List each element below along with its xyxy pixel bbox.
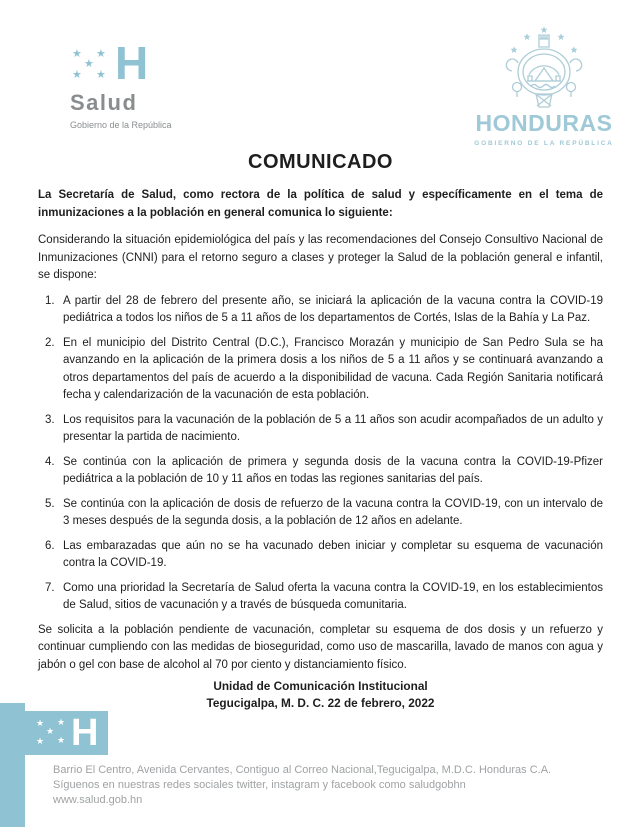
list-item-text: Se continúa con la aplicación de dosis de refuerzo de la vacuna contra la COVID-19, con un intervalo de 3 meses después de la segunda dosis, a la población de 12 años en adelante.	[63, 497, 603, 527]
honduras-wordmark: HONDURAS	[475, 110, 613, 136]
star-icon: ★	[36, 736, 45, 746]
signature-date: Tegucigalpa, M. D. C. 22 de febrero, 2022	[206, 696, 435, 710]
list-item-number: 4.	[45, 455, 55, 468]
salud-tagline: Gobierno de la República	[70, 120, 172, 130]
star-icon: ★	[57, 717, 66, 727]
star-icon: ★	[57, 735, 66, 745]
list-item-number: 1.	[45, 294, 55, 307]
salud-h-letter: H	[115, 37, 149, 89]
list-item	[38, 293, 603, 328]
honduras-stars-icon	[70, 49, 110, 83]
considering-paragraph: Considerando la situación epidemiológica del país y las recomendaciones del Consejo Consultivo Nacional de Inmunizaciones (CNNI) para el retorno seguro a clases y proteger la Salud de la población general e infantil, se dispone:	[38, 234, 603, 281]
list-item-text: Se continúa con la aplicación de primera y segunda dosis de la vacuna contra la COVID-19-Pfizer pediátrica a la población de 10 y 11 años en todas las regiones sanitarias del país.	[63, 455, 603, 485]
closing-paragraph: Se solicita a la población pendiente de vacunación, completar su esquema de dos dosis y un refuerzo y continuar cumpliendo con las medidas de bioseguridad, como uso de mascarilla, lavado de manos con agua y jabón o gel con base de alcohol al 70 por ciento y distanciamiento físico.	[38, 623, 603, 671]
list-item-text: En el municipio del Distrito Central (D.C.), Francisco Morazán y municipio de San Pedro Sula se ha avanzando en la aplicación de la primera dosis a los niños de 5 a 11 años y se continuará avanzando a otros departamentos del país de acuerdo a la disponibilidad de vacuna. Cada Región Sanitaria notificará fecha y calendarización de la vacunación de esta población.	[63, 336, 603, 401]
list-item-number: 7.	[45, 581, 55, 594]
list-item	[38, 454, 603, 489]
page-title: COMUNICADO	[248, 151, 393, 173]
list-item-number: 3.	[45, 413, 55, 426]
list-item-number: 5.	[45, 497, 55, 510]
list-item	[38, 580, 603, 615]
footer-h-letter: H	[71, 712, 99, 754]
signature-block	[38, 678, 603, 712]
document-body	[0, 151, 640, 712]
list-item-text: A partir del 28 de febrero del presente año, se iniciará la aplicación de la vacuna contra la COVID-19 pediátrica a todos los niños de 5 a 11 años de los departamentos de Cortés, Islas de la Bahía y La Paz.	[63, 294, 603, 324]
footer-salud-logo	[25, 711, 108, 755]
footer-accent-strip	[0, 703, 25, 827]
salud-logo-mark	[70, 37, 172, 89]
star-icon: ★	[36, 718, 45, 728]
page-header	[0, 0, 640, 146]
salud-brand-text: Salud	[70, 90, 138, 115]
star-icon: ★	[46, 726, 55, 736]
list-item-number: 2.	[45, 336, 55, 349]
list-item-text: Los requisitos para la vacunación de la población de 5 a 11 años son acudir acompañados de un adulto y presentar la partida de nacimiento.	[63, 413, 603, 443]
footer-contact-block	[53, 763, 551, 808]
list-item-text: Las embarazadas que aún no se ha vacunado deben iniciar y completar su esquema de vacunación contra la COVID-19.	[63, 539, 603, 569]
star-icon: ★	[96, 48, 106, 60]
honduras-logo	[466, 26, 622, 147]
numbered-list	[38, 293, 603, 615]
footer-website: www.salud.gob.hn	[53, 794, 143, 806]
footer-social: Síguenos en nuestras redes sociales twitter, instagram y facebook como saludgobhn	[53, 779, 466, 791]
list-item	[38, 412, 603, 447]
list-item-text: Como una prioridad la Secretaría de Salud oferta la vacuna contra la COVID-19, en los establecimientos de Salud, sitios de vacunación y a través de búsqueda comunitaria.	[63, 581, 603, 611]
signature-unit: Unidad de Comunicación Institucional	[213, 679, 428, 693]
honduras-stars-icon	[36, 718, 70, 748]
honduras-tagline: GOBIERNO DE LA REPÚBLICA	[474, 140, 614, 147]
list-item-number: 6.	[45, 539, 55, 552]
star-icon: ★	[72, 69, 82, 81]
star-icon: ★	[72, 48, 82, 60]
salud-logo	[70, 37, 172, 130]
list-item	[38, 335, 603, 405]
footer-address: Barrio El Centro, Avenida Cervantes, Contiguo al Correo Nacional,Tegucigalpa, M.D.C. Honduras C.A.	[53, 764, 552, 776]
star-icon: ★	[96, 69, 106, 81]
honduras-coat-of-arms-icon	[502, 26, 586, 112]
list-item	[38, 538, 603, 573]
intro-paragraph: La Secretaría de Salud, como rectora de la política de salud y específicamente en el tema de inmunizaciones a la población en general comunica lo siguiente:	[38, 189, 603, 219]
list-item	[38, 496, 603, 531]
star-icon: ★	[84, 58, 94, 70]
